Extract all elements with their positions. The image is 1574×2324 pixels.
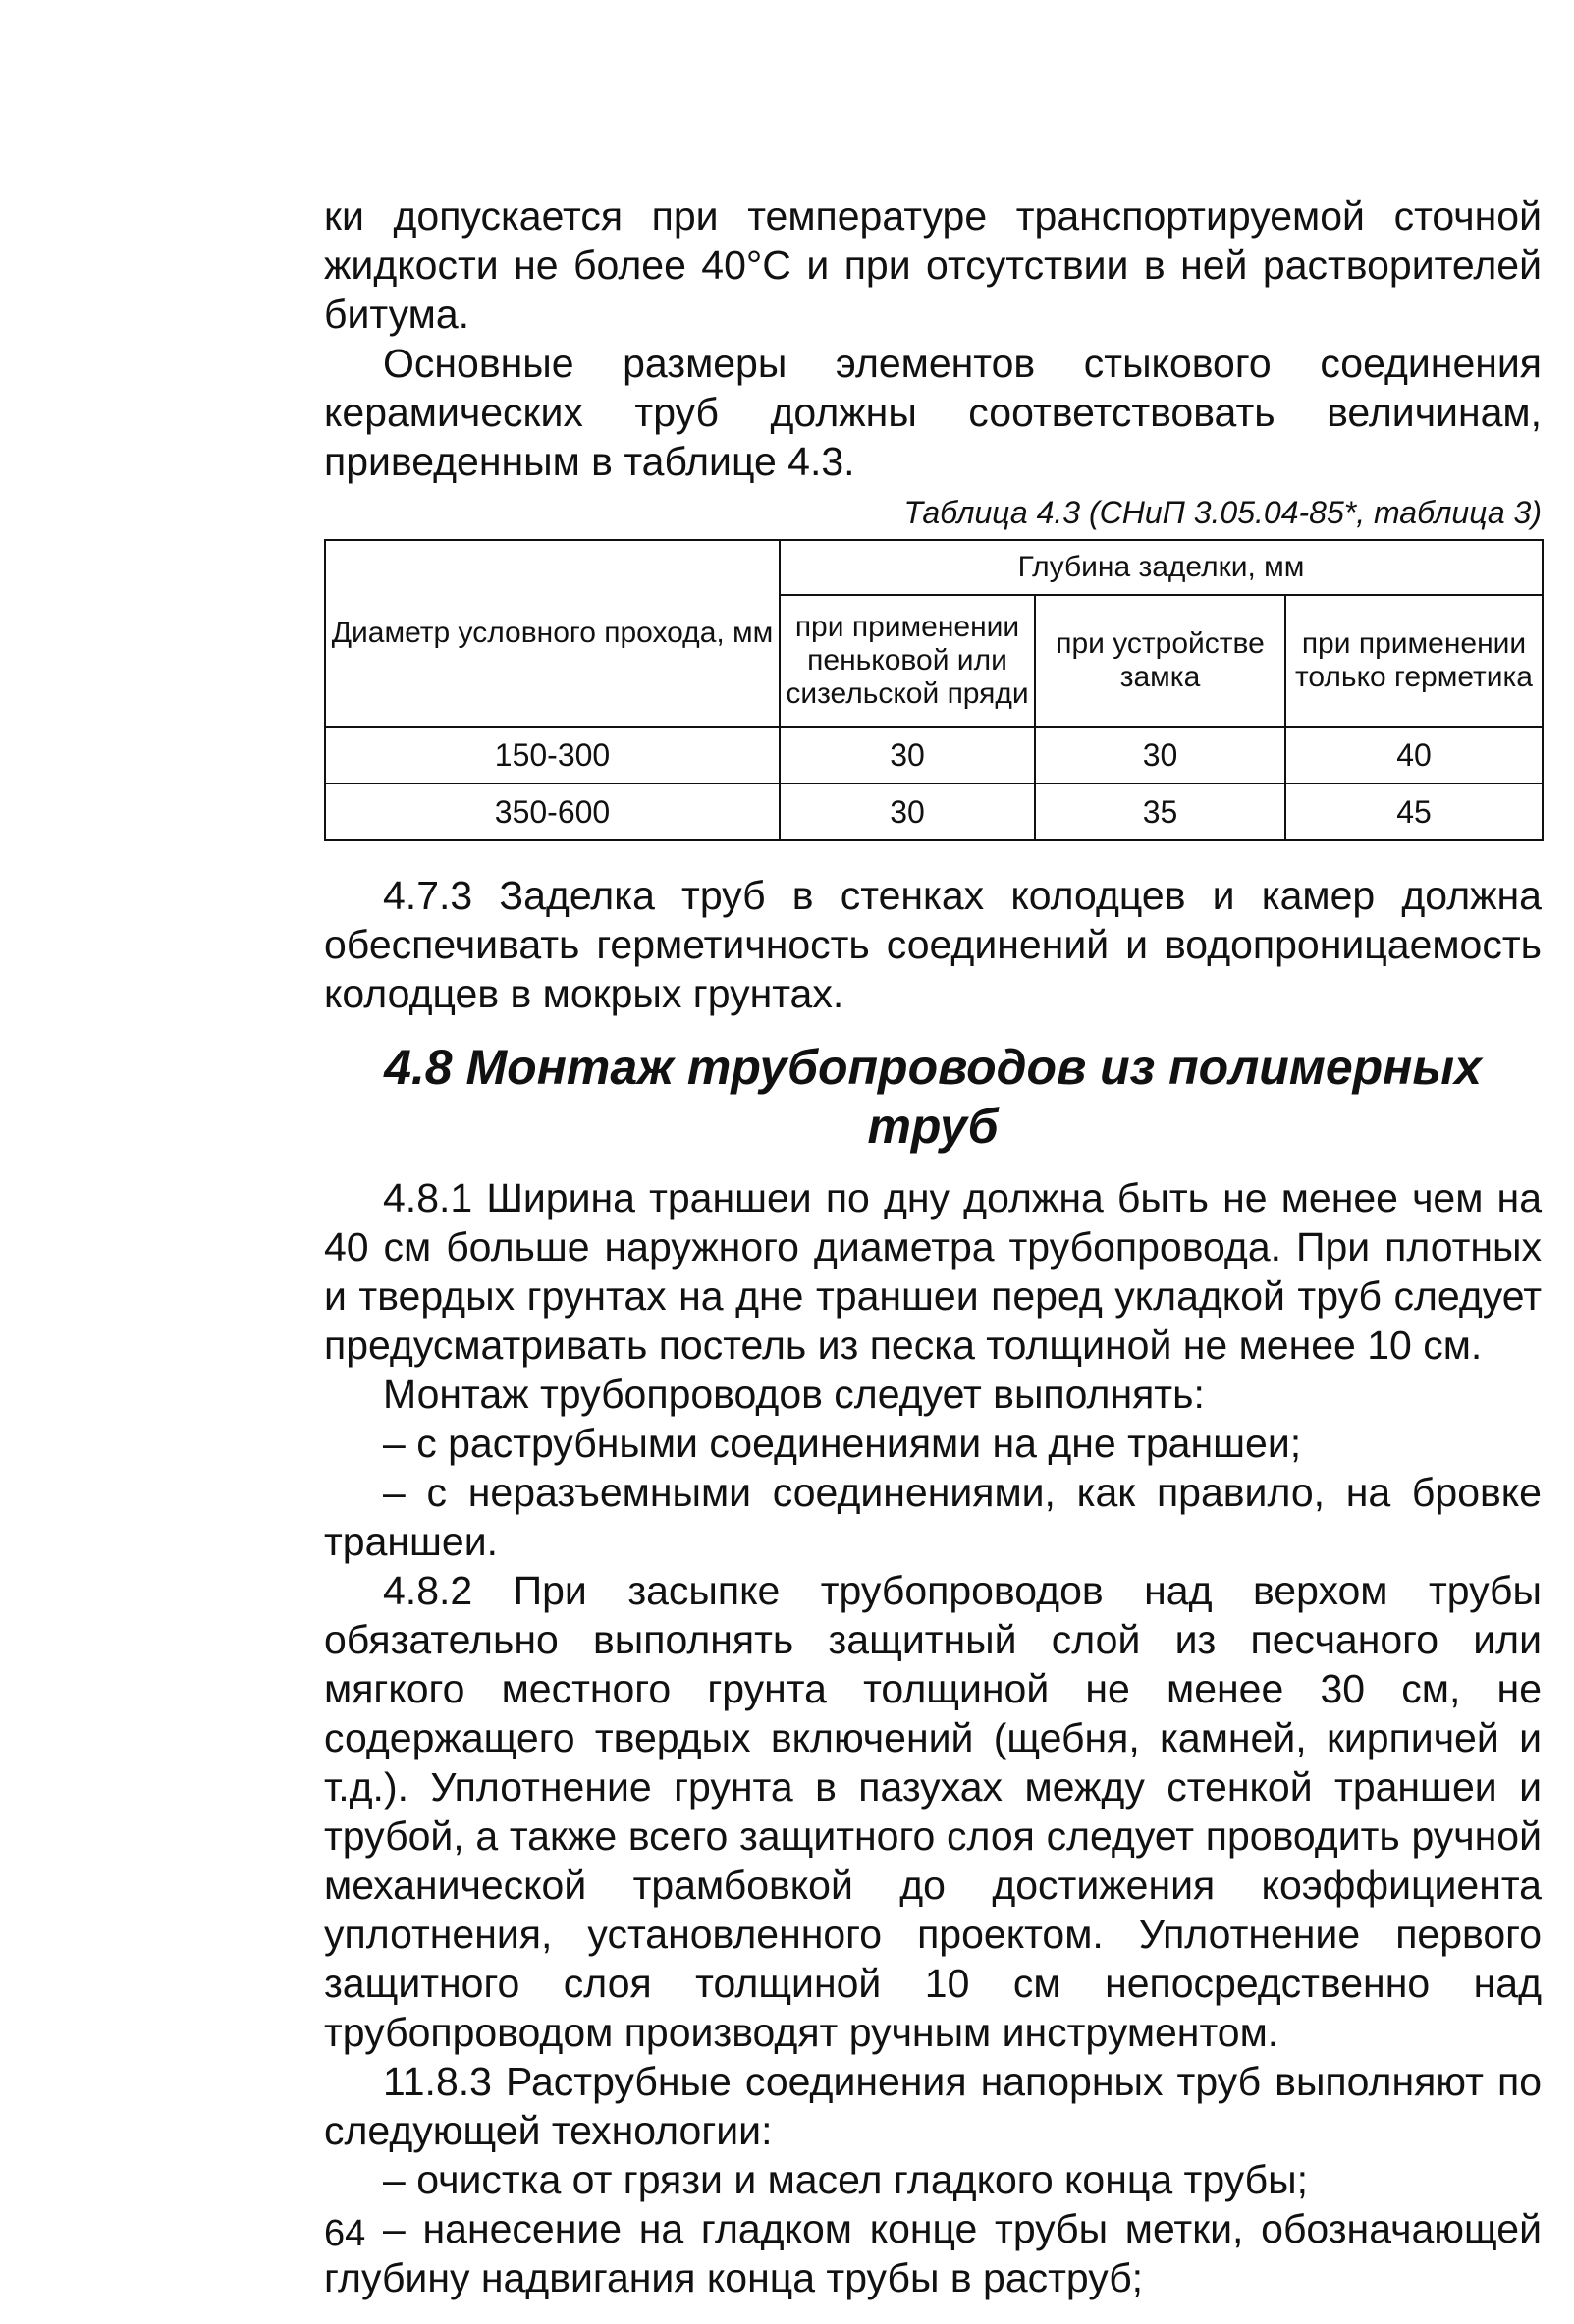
paragraph-4-8-1: 4.8.1 Ширина траншеи по дну должна быть не менее чем на 40 см больше наружного диаметра трубопровода. При плотных и твердых грунтах на дне траншеи перед укладкой труб следует предусматривать постель из песка толщиной не менее 10 см. [324, 1175, 1542, 1368]
subheader-sealant: при применении только герметика [1285, 595, 1543, 727]
cell-value: 30 [780, 727, 1035, 784]
paragraph-continuation: ки допускается при температуре транспортируемой сточной жидкости не более 40°С и при отсутствии в ней растворителей битума. [324, 193, 1542, 337]
header-depth-group: Глубина заделки, мм [780, 540, 1543, 595]
section-heading: 4.8 Монтаж трубопроводов из полимерных труб [384, 1040, 1482, 1154]
subheader-lock: при устройстве замка [1035, 595, 1285, 727]
paragraph-table-intro: Основные размеры элементов стыкового соединения керамических труб должны соответствовать величинам, приведенным в таблице 4.3. [324, 341, 1542, 484]
list-item: – нанесение на гладком конце трубы метки, обозначающей глубину надвигания конца трубы в раструб; [324, 2206, 1542, 2300]
cell-value: 35 [1035, 784, 1285, 840]
list-item: – с раструбными соединениями на дне траншеи; [383, 1421, 1302, 1466]
header-diameter: Диаметр условного прохода, мм [325, 540, 780, 727]
paragraph-4-8-2: 4.8.2 При засыпке трубопроводов над верхом трубы обязательно выполнять защитный слой из песчаного или мягкого местного грунта толщиной не менее 30 см, не содержащего твердых включений (щебня, камней, кирпичей и т.д.). Уплотнение грунта в пазухах между стенкой траншеи и трубой, а также всего защитного слоя следует проводить ручной механической трамбовкой до достижения коэффициента уплотнения, установленного проектом. Уплотнение первого защитного слоя толщиной 10 см непосредственно над трубопроводом производят ручным инструментом. [324, 1568, 1542, 2055]
depth-table [324, 539, 1544, 841]
table-header-row [325, 540, 1543, 595]
paragraph-mounting-intro: Монтаж трубопроводов следует выполнять: [383, 1372, 1205, 1417]
page-content [324, 191, 1542, 2302]
cell-value: 30 [1035, 727, 1285, 784]
page-number: 64 [324, 2213, 366, 2254]
cell-value: 45 [1285, 784, 1543, 840]
paragraph-4-7-3: 4.7.3 Заделка труб в стенках колодцев и камер должна обеспечивать герметичность соединений и водопроницаемость колодцев в мокрых грунтах. [324, 873, 1542, 1016]
list-item: – с неразъемными соединениями, как правило, на бровке траншеи. [324, 1470, 1542, 1564]
table-row [325, 784, 1543, 840]
cell-value: 40 [1285, 727, 1543, 784]
table-caption: Таблица 4.3 (СНиП 3.05.04-85*, таблица 3) [903, 495, 1542, 530]
cell-diameter: 350-600 [325, 784, 780, 840]
table-row [325, 727, 1543, 784]
subheader-hemp: при применении пеньковой или сизельской пряди [780, 595, 1035, 727]
paragraph-11-8-3: 11.8.3 Раструбные соединения напорных труб выполняют по следующей технологии: [324, 2059, 1542, 2153]
cell-value: 30 [780, 784, 1035, 840]
list-item: – очистка от грязи и масел гладкого конца трубы; [383, 2157, 1308, 2202]
cell-diameter: 150-300 [325, 727, 780, 784]
